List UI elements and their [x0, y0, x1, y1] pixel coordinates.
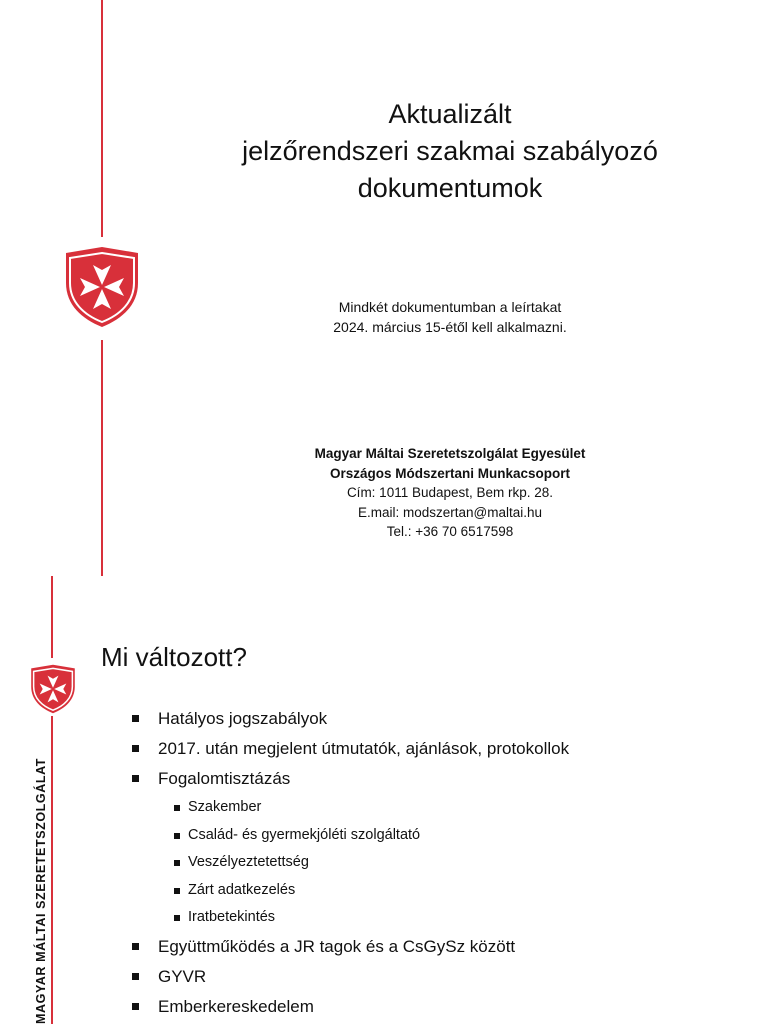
working-group-name: Országos Módszertani Munkacsoport	[329, 465, 571, 481]
red-divider-line	[51, 716, 53, 1024]
list-item	[132, 764, 569, 932]
title-line: jelzőrendszeri szakmai szabályozó	[242, 136, 658, 166]
sub-bullet-list	[174, 794, 569, 932]
address: Cím: 1011 Budapest, Bem rkp. 28.	[346, 485, 554, 500]
phone: Tel.: +36 70 6517598	[386, 524, 514, 539]
slide-title-text	[150, 96, 750, 207]
notice-line: Mindkét dokumentumban a leírtakat	[338, 299, 562, 315]
maltese-cross-shield-icon	[30, 663, 76, 715]
slide-changes	[0, 576, 768, 1024]
sub-list-item: Szakember	[174, 794, 569, 822]
list-item: Együttműködés a JR tagok és a CsGySz között	[132, 932, 569, 962]
slide-heading: Mi változott?	[101, 642, 247, 672]
list-item: 2017. után megjelent útmutatók, ajánlások, protokollok	[132, 734, 569, 764]
sub-list-item: Veszélyeztetettség	[174, 849, 569, 877]
maltese-cross-shield-icon	[64, 245, 140, 329]
title-line: Aktualizált	[388, 99, 512, 129]
sub-list-item: Zárt adatkezelés	[174, 877, 569, 905]
contact-block	[250, 444, 650, 542]
bullet-list	[132, 704, 569, 1022]
validity-notice	[250, 297, 650, 337]
sub-list-item: Iratbetekintés	[174, 904, 569, 932]
list-item-label: Fogalomtisztázás	[158, 769, 291, 788]
organization-name: Magyar Máltai Szeretetszolgálat Egyesület	[314, 446, 586, 461]
organization-vertical-label: MAGYAR MÁLTAI SZERETETSZOLGÁLAT	[34, 757, 48, 1024]
notice-line: 2024. március 15-étől kell alkalmazni.	[333, 319, 567, 335]
red-divider-line	[101, 340, 103, 576]
list-item: GYVR	[132, 962, 569, 992]
email: E.mail: modszertan@maltai.hu	[357, 504, 543, 520]
red-divider-line	[51, 576, 53, 658]
list-item: Emberkereskedelem	[132, 992, 569, 1022]
list-item: Hatályos jogszabályok	[132, 704, 569, 734]
red-divider-line	[101, 0, 103, 237]
sub-list-item: Család- és gyermekjóléti szolgáltató	[174, 822, 569, 850]
title-line: dokumentumok	[357, 173, 543, 203]
